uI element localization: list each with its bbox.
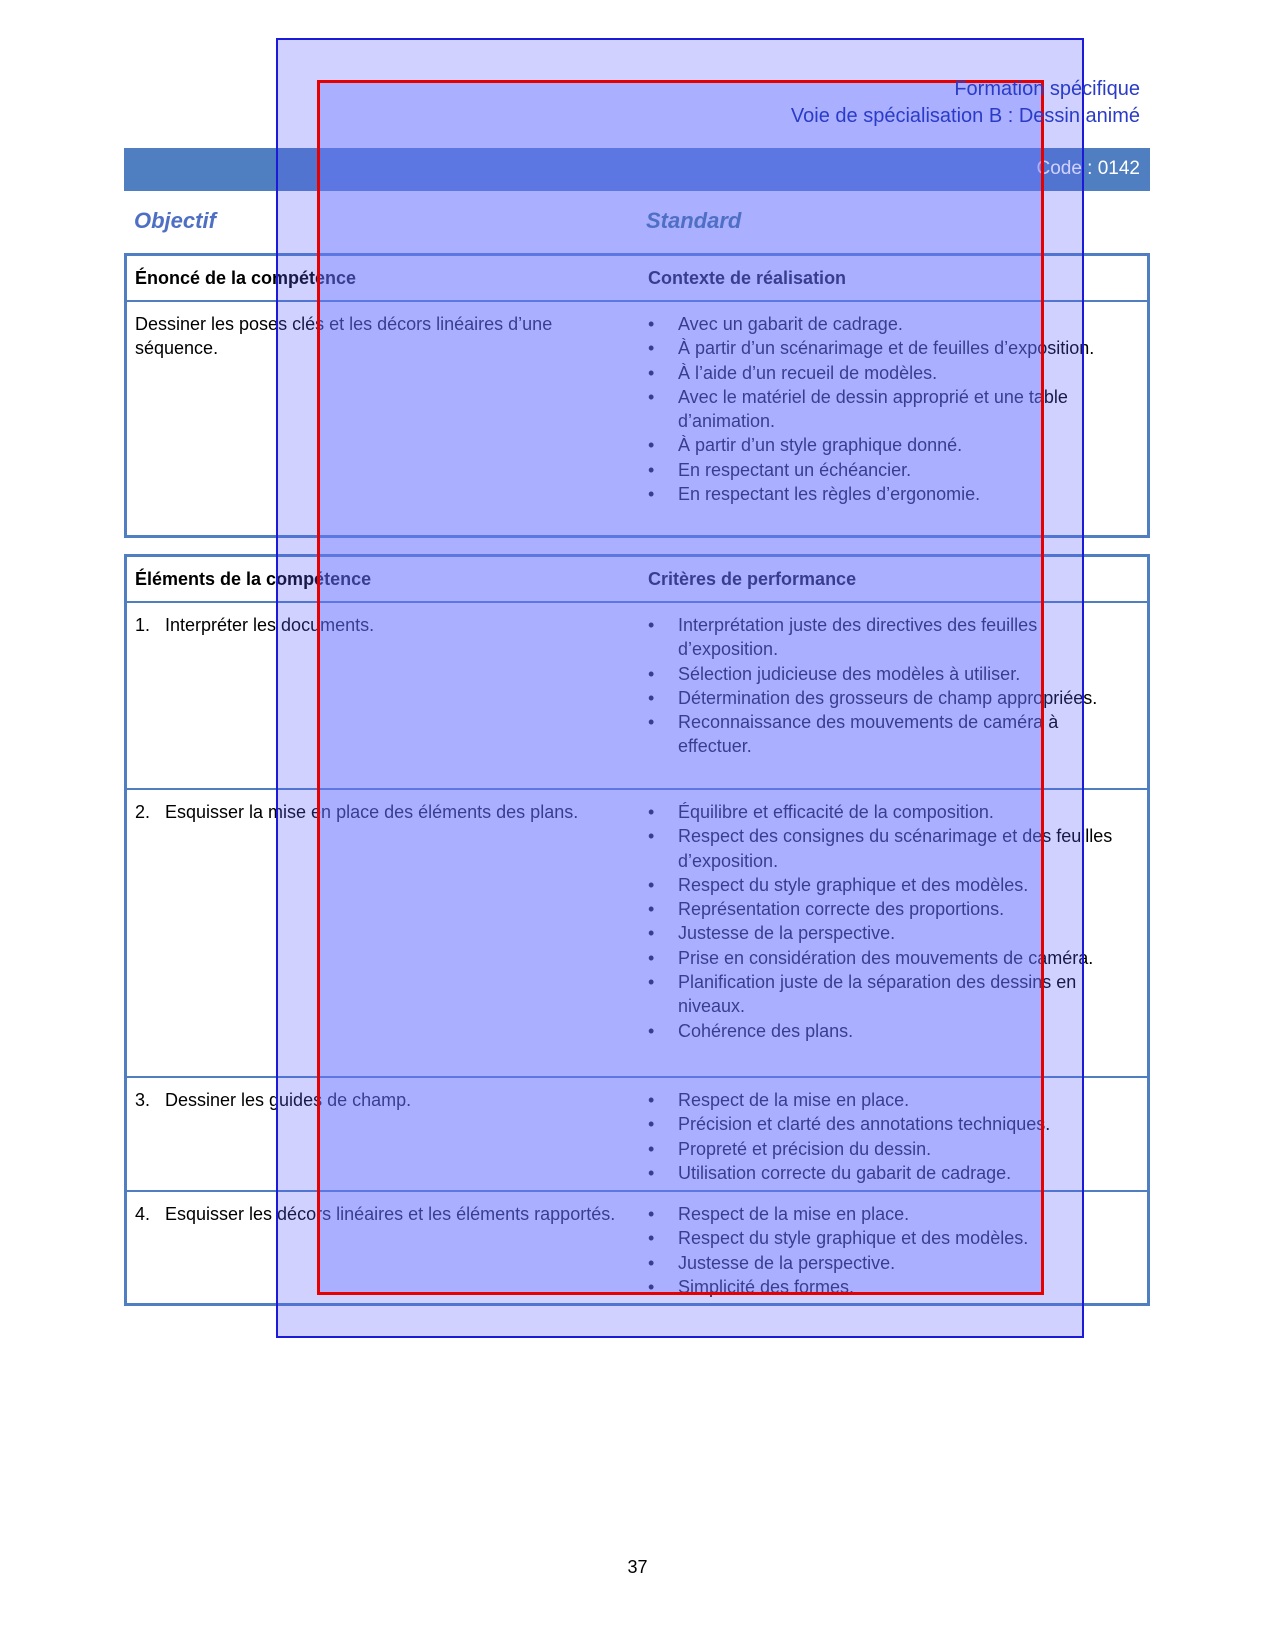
section-headings (134, 208, 1144, 238)
heading-standard: Standard (646, 208, 742, 233)
criteria-item: • Planification juste de la séparation des dessins en niveaux. (648, 970, 1128, 1019)
element-number: 4. (135, 1204, 151, 1224)
header-elements: Éléments de la compétence (135, 569, 372, 589)
criteria-item: • Reconnaissance des mouvements de caméra à effectuer. (648, 710, 1128, 759)
statement-text: Dessiner les poses clés et les décors linéaires d’une séquence. (135, 314, 553, 358)
criteria-list (648, 1088, 1128, 1185)
context-item: • À l’aide d’un recueil de modèles. (648, 361, 1128, 385)
criteria-item: • Simplicité des formes. (648, 1275, 1128, 1299)
criteria-item: • Interprétation juste des directives des feuilles d’exposition. (648, 613, 1128, 662)
header-contexte: Contexte de réalisation (648, 268, 847, 288)
page-number: 37 (627, 1557, 648, 1577)
element-text: Dessiner les guides de champ. (165, 1090, 412, 1110)
element-cell (135, 613, 625, 637)
header-criteres: Critères de performance (648, 569, 857, 589)
competence-table (124, 253, 1150, 538)
element-text: Esquisser la mise en place des éléments des plans. (165, 802, 579, 822)
criteria-item: • Sélection judicieuse des modèles à utiliser. (648, 662, 1128, 686)
competence-row (127, 302, 1147, 537)
competence-table-header (127, 256, 1147, 302)
header-enonce: Énoncé de la compétence (135, 268, 357, 288)
criteria-item: • Détermination des grosseurs de champ appropriées. (648, 686, 1128, 710)
code-bar (124, 148, 1150, 191)
context-item: • Avec un gabarit de cadrage. (648, 312, 1128, 336)
criteria-item: • Équilibre et efficacité de la composition. (648, 800, 1128, 824)
header-line-formation: Formation spécifique (954, 78, 1140, 100)
heading-objectif: Objectif (134, 208, 216, 233)
code-label: Code : 0142 (1036, 158, 1140, 179)
criteria-item: • Justesse de la perspective. (648, 1251, 1128, 1275)
criteria-item: • Respect du style graphique et des modèles. (648, 873, 1128, 897)
criteria-item: • Respect du style graphique et des modèles. (648, 1226, 1128, 1250)
element-cell (135, 1088, 625, 1112)
elements-table-header (127, 557, 1147, 603)
criteria-item: • Prise en considération des mouvements de caméra. (648, 946, 1128, 970)
competence-statement (135, 312, 625, 360)
element-row-3 (127, 1078, 1147, 1192)
element-row-2 (127, 790, 1147, 1078)
criteria-list (648, 1202, 1128, 1299)
element-number: 2. (135, 802, 151, 822)
context-item: • En respectant les règles d’ergonomie. (648, 482, 1128, 506)
criteria-item: • Cohérence des plans. (648, 1019, 1128, 1043)
element-cell (135, 1202, 625, 1226)
context-list (648, 312, 1128, 506)
criteria-item: • Respect de la mise en place. (648, 1088, 1128, 1112)
document-header (791, 76, 1140, 130)
criteria-list (648, 613, 1128, 759)
criteria-list (648, 800, 1128, 1043)
element-cell (135, 800, 625, 824)
element-number: 3. (135, 1090, 151, 1110)
header-line-voie: Voie de spécialisation B : Dessin animé (790, 105, 1140, 127)
context-item: • En respectant un échéancier. (648, 458, 1128, 482)
criteria-item: • Respect de la mise en place. (648, 1202, 1128, 1226)
element-row-4 (127, 1192, 1147, 1305)
element-row-1 (127, 603, 1147, 790)
criteria-item: • Justesse de la perspective. (648, 921, 1128, 945)
element-text: Esquisser les décors linéaires et les éléments rapportés. (165, 1204, 616, 1224)
criteria-item: • Précision et clarté des annotations techniques. (648, 1112, 1128, 1136)
element-number: 1. (135, 615, 151, 635)
context-item: • À partir d’un style graphique donné. (648, 433, 1128, 457)
criteria-item: • Respect des consignes du scénarimage et des feuilles d’exposition. (648, 824, 1128, 873)
criteria-item: • Propreté et précision du dessin. (648, 1137, 1128, 1161)
context-item: • Avec le matériel de dessin approprié et une table d’animation. (648, 385, 1128, 434)
element-text: Interpréter les documents. (165, 615, 375, 635)
context-item: • À partir d’un scénarimage et de feuilles d’exposition. (648, 336, 1128, 360)
criteria-item: • Utilisation correcte du gabarit de cadrage. (648, 1161, 1128, 1185)
elements-table (124, 554, 1150, 1306)
criteria-item: • Représentation correcte des proportions. (648, 897, 1128, 921)
